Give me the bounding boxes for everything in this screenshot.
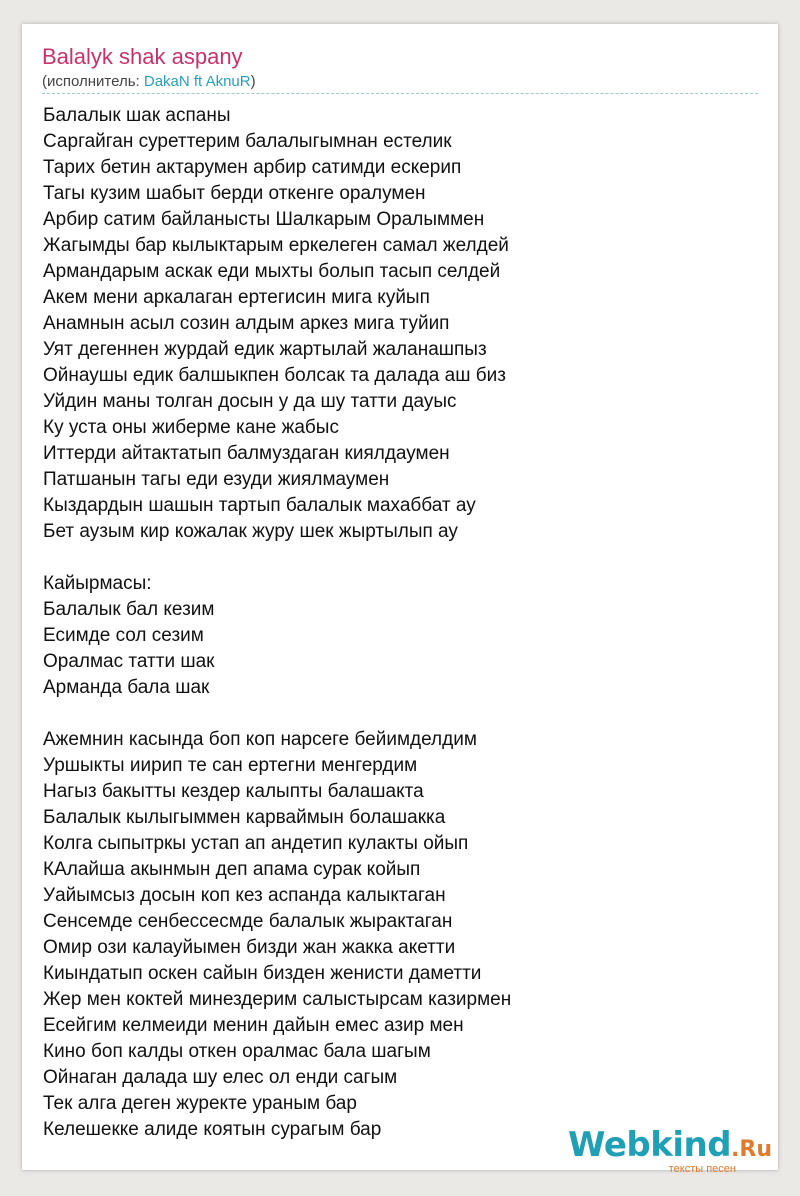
lyric-line: Киындатып оскен сайын бизден женисти даметти (43, 963, 482, 984)
lyric-line: Есейгим келмеиди менин дайын емес азир мен (43, 1015, 464, 1036)
artist-prefix: (исполнитель: (42, 73, 144, 90)
logo-wordmark (568, 1125, 772, 1167)
lyric-line: Уят дегеннен журдай едик жартылай жаланашпыз (43, 339, 487, 360)
artist-line (42, 73, 256, 91)
lyric-line: Нагыз бакытты кездер калыпты балашакта (43, 781, 424, 802)
lyric-line: Келешекке алиде коятын сурагым бар (43, 1119, 382, 1140)
dashed-divider (42, 93, 758, 94)
lyric-line: Жагымды бар кылыктарым еркелеген самал желдей (43, 235, 509, 256)
lyric-line: Жер мен коктей минездерим салыстырсам казирмен (43, 989, 512, 1010)
artist-link[interactable]: DakaN ft AknuR (143, 73, 251, 90)
lyric-line: Уйдин маны толган досын у да шу татти дауыс (43, 391, 457, 412)
lyric-line: Ойнаган далада шу елес ол енди сагым (43, 1067, 398, 1088)
lyric-line: Тек алга деген журекте ураным бар (43, 1093, 357, 1114)
webkind-logo[interactable] (568, 1125, 772, 1175)
lyric-line: Арманда бала шак (43, 677, 210, 698)
lyric-line: Тагы кузим шабыт берди откенге оралумен (43, 183, 426, 204)
lyric-line: Сенсемде сенбессесмде балалык жырактаган (43, 911, 453, 932)
lyric-line: Балалык шак аспаны (43, 105, 231, 126)
lyric-line: Балалык бал кезим (43, 599, 215, 620)
lyric-line: Колга сыпытркы устап ап андетип кулакты ойып (43, 833, 469, 854)
lyric-line: Оралмас татти шак (43, 651, 215, 672)
lyric-line: Ойнаушы едик балшыкпен болсак та далада аш биз (43, 365, 506, 386)
logo-subtitle: тексты песен (668, 1163, 736, 1175)
lyric-line: Акем мени аркалаган ертегисин мига куйып (43, 287, 430, 308)
lyric-line: Бет аузым кир кожалак журу шек жыртылып ау (43, 521, 458, 542)
lyric-line: Тарих бетин актарумен арбир сатимди ескерип (43, 157, 462, 178)
logo-tld: .Ru (731, 1137, 772, 1162)
artist-suffix: ) (250, 73, 256, 90)
lyric-line: Ажемнин касында боп коп нарсеге бейимделдим (43, 729, 477, 750)
lyric-line: Кино боп калды откен оралмас бала шагым (43, 1041, 431, 1062)
lyric-line: Патшанын тагы еди езуди жиялмаумен (43, 469, 390, 490)
lyric-line: Анамнын асыл созин алдым аркез мига туйип (43, 313, 450, 334)
lyric-line: Иттерди айтактатып балмуздаган киялдаумен (43, 443, 450, 464)
lyric-line: Саргайган суреттерим балалыгымнан естелик (43, 131, 452, 152)
verse-2 (43, 727, 753, 1143)
lyric-line: Уайымсыз досын коп кез аспанда калыктаган (43, 885, 446, 906)
lyric-line: Есимде сол сезим (43, 625, 204, 646)
lyric-line: Уршыкты иирип те сан ертегни менгердим (43, 755, 418, 776)
song-title: Balalyk shak aspany (42, 44, 243, 69)
lyric-line: КАлайша акынмын деп апама сурак койып (43, 859, 421, 880)
lyric-line: Армандарым аскак еди мыхты болып тасып селдей (43, 261, 501, 282)
lyric-line: Балалык кылыгыммен карваймын болашакка (43, 807, 446, 828)
stanza-gap (43, 701, 753, 727)
lyric-line: Арбир сатим байланысты Шалкарым Оралыммен (43, 209, 485, 230)
lyrics-block (43, 103, 753, 1143)
lyric-line: Омир ози калауйымен бизди жан жакка акетти (43, 937, 456, 958)
lyric-line: Кыздардын шашын тартып балалык махаббат ау (43, 495, 476, 516)
chorus (43, 571, 753, 701)
stanza-gap (43, 545, 753, 571)
logo-main-text: Webkind (568, 1125, 732, 1165)
lyric-line: Ку уста оны жиберме кане жабыс (43, 417, 339, 438)
verse-1 (43, 103, 753, 545)
lyric-line: Кайырмасы: (43, 573, 152, 594)
